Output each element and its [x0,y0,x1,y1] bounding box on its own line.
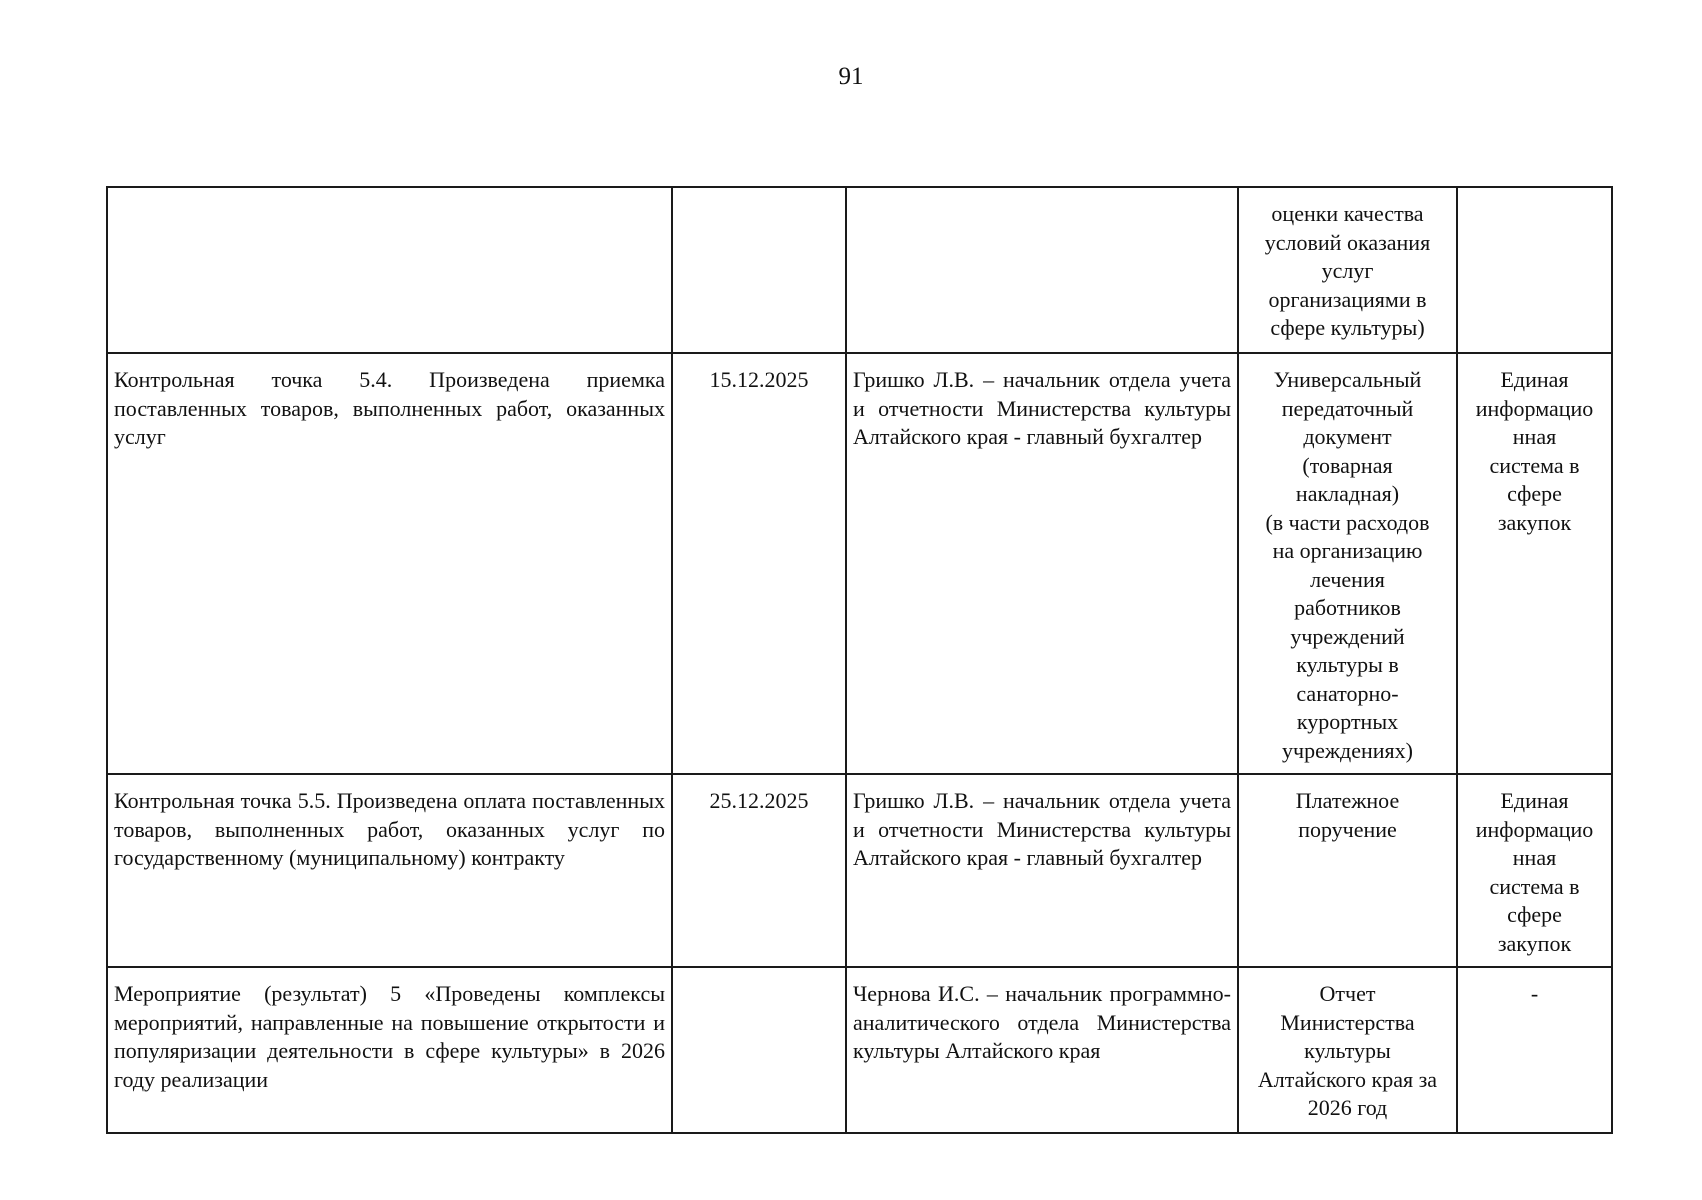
page-number: 91 [838,63,864,90]
control-points-table [106,186,1613,1134]
table-row [107,774,1612,967]
cell-info-system [1457,187,1612,353]
cell-responsible: Гришко Л.В. – начальник отдела учета и отчетности Министерства культуры Алтайского края - главный бухгалтер [846,774,1238,967]
cell-event-name: Мероприятие (результат) 5 «Проведены комплексы мероприятий, направленные на повышение открытости и популяризации деятельности в сфере культуры» в 2026 году реализации [107,967,672,1133]
cell-date: 25.12.2025 [672,774,846,967]
cell-document: Платежное поручение [1238,774,1457,967]
cell-info-system: Единая информацио нная система в сфере закупок [1457,353,1612,774]
cell-responsible [846,187,1238,353]
cell-event-name: Контрольная точка 5.5. Произведена оплата поставленных товаров, выполненных работ, оказанных услуг по государственному (муниципальному) контракту [107,774,672,967]
cell-date: 15.12.2025 [672,353,846,774]
cell-date [672,187,846,353]
cell-document: Универсальный передаточный документ (товарная накладная) (в части расходов на организацию лечения работников учреждений культуры в санаторно- курортных учреждениях) [1238,353,1457,774]
cell-info-system: Единая информацио нная система в сфере закупок [1457,774,1612,967]
table-row [107,353,1612,774]
cell-responsible: Гришко Л.В. – начальник отдела учета и отчетности Министерства культуры Алтайского края - главный бухгалтер [846,353,1238,774]
cell-document: Отчет Министерства культуры Алтайского края за 2026 год [1238,967,1457,1133]
cell-event-name [107,187,672,353]
cell-date [672,967,846,1133]
cell-document: оценки качества условий оказания услуг организациями в сфере культуры) [1238,187,1457,353]
cell-responsible: Чернова И.С. – начальник программно-аналитического отдела Министерства культуры Алтайского края [846,967,1238,1133]
table-row [107,187,1612,353]
cell-info-system: - [1457,967,1612,1133]
table-row [107,967,1612,1133]
cell-event-name: Контрольная точка 5.4. Произведена приемка поставленных товаров, выполненных работ, оказанных услуг [107,353,672,774]
